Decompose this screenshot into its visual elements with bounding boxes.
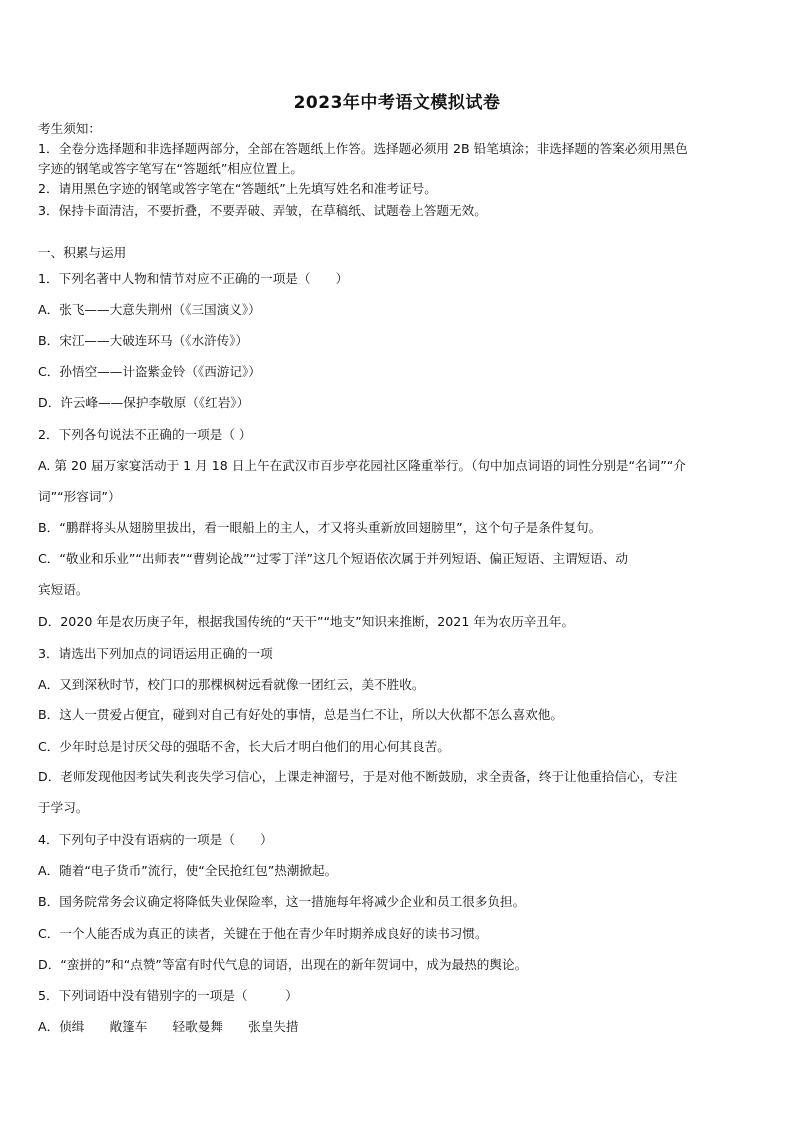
question-option: 词”“形容词”） [38, 489, 121, 504]
question-stem: 1．下列名著中人物和情节对应不正确的一项是（ ） [38, 271, 349, 286]
question-option: A．侦缉 敞篷车 轻歌曼舞 张皇失措 [38, 1019, 299, 1034]
question-option: B．宋江——大破连环马（《水浒传》） [38, 333, 249, 348]
page-title: 2023年中考语文模拟试卷 [293, 93, 501, 113]
question-option: C．一个人能否成为真正的读者，关键在于他在青少年时期养成良好的读书习惯。 [38, 926, 488, 941]
question-option: 宾短语。 [38, 582, 89, 597]
question-stem: 5．下列词语中没有错别字的一项是（ ） [38, 988, 298, 1003]
question-option: B．这人一贯爱占便宜，碰到对自己有好处的事情，总是当仁不让，所以大伙都不怎么喜欢他。 [38, 707, 563, 722]
question-option: D．2020 年是农历庚子年，根据我国传统的“天干”“地支”知识来推断，2021 年为农历辛丑年。 [38, 614, 575, 629]
question-stem: 3．请选出下列加点的词语运用正确的一项 [38, 646, 273, 661]
notice-line: 3．保持卡面清洁，不要折叠，不要弄破、弄皱，在草稿纸、试题卷上答题无效。 [38, 203, 487, 218]
notice-line: 1．全卷分选择题和非选择题两部分，全部在答题纸上作答。选择题必须用 2B 铅笔填涂；非选择题的答案必须用黑色 [38, 141, 688, 156]
section-heading: 一、积累与运用 [38, 245, 127, 260]
question-option: D．老师发现他因考试失利丧失学习信心，上课走神溜号，于是对他不断鼓励，求全责备，终于让他重拾信心，专注 [38, 769, 678, 784]
question-stem: 4．下列句子中没有语病的一项是（ ） [38, 832, 273, 847]
question-option: B．“鹏群将头从翅膀里拔出，看一眼船上的主人，才又将头重新放回翅膀里”，这个句子是条件复句。 [38, 520, 602, 535]
question-option: 于学习。 [38, 800, 89, 815]
question-stem: 2．下列各句说法不正确的一项是（ ） [38, 427, 252, 442]
question-option: C．“敬业和乐业”“出师表”“曹刿论战”“过零丁洋”这几个短语依次属于并列短语、偏正短语、主谓短语、动 [38, 551, 628, 566]
question-option: A．随着“电子货币”流行，使“全民抢红包”热潮掀起。 [38, 863, 338, 878]
question-option: C．少年时总是讨厌父母的强聒不舍，长大后才明白他们的用心何其良苦。 [38, 739, 450, 754]
notice-line: 字迹的钢笔或答字笔写在“答题纸”相应位置上。 [38, 161, 303, 176]
question-option: A. 第 20 届万家宴活动于 1 月 18 日上午在武汉市百步亭花园社区隆重举行。（句中加点词语的词性分别是“名词”“介 [38, 458, 686, 473]
question-option: C．孙悟空——计盗紫金铃（《西游记》） [38, 364, 261, 379]
question-option: D．“蛮拼的”和“点赞”等富有时代气息的词语，出现在的新年贺词中，成为最热的舆论。 [38, 957, 528, 972]
question-option: D．许云峰——保护李敬原（《红岩》） [38, 395, 250, 410]
notice-line: 2．请用黑色字迹的钢笔或答字笔在“答题纸”上先填写姓名和准考证号。 [38, 181, 437, 196]
question-option: B．国务院常务会议确定将降低失业保险率，这一措施每年将减少企业和员工很多负担。 [38, 894, 526, 909]
question-option: A．张飞——大意失荆州（《三国演义》） [38, 302, 261, 317]
question-option: A．又到深秋时节，校门口的那棵枫树远看就像一团红云，美不胜收。 [38, 677, 425, 692]
notice-heading: 考生须知： [38, 121, 101, 136]
